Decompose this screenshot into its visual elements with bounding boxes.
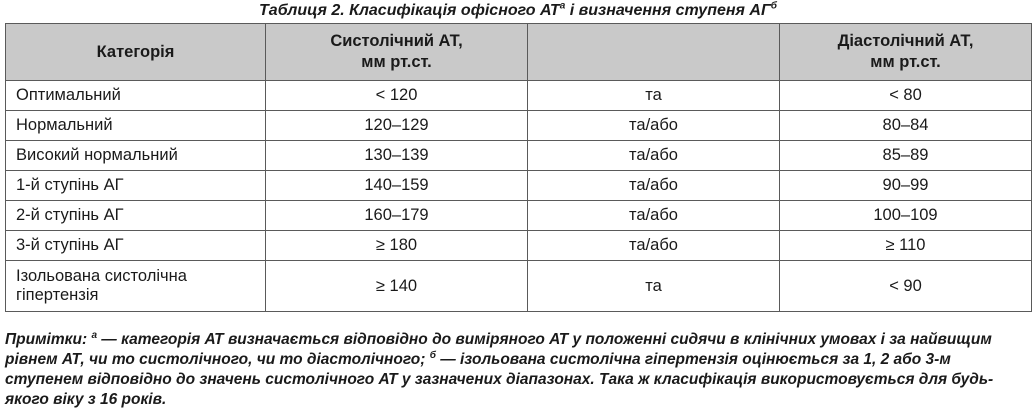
note-text-b: — ізольована систолічна гіпертензія оцінюється за 1, 2 або 3-м ступенем відповідно до значень систолічного АТ у зазначених діапазонах. Така ж класифікація використовується для будь-якого віку з 16 років.	[5, 351, 994, 408]
table-notes	[5, 330, 1025, 410]
table-title-text: Таблиця 2. Класифікація офісного АТ	[259, 2, 560, 19]
category-cell	[6, 261, 266, 312]
footnote-marker-a: а	[559, 0, 566, 12]
diastolic-cell: 100–109	[780, 201, 1032, 231]
header-systolic-text: Систолічний АТ, мм рт.ст.	[330, 32, 463, 71]
blood-pressure-classification-table	[5, 23, 1032, 312]
systolic-cell: < 120	[266, 81, 528, 111]
connector-cell: та/або	[528, 111, 780, 141]
category-cell: 1-й ступінь АГ	[6, 171, 266, 201]
connector-cell: та	[528, 261, 780, 312]
table-row	[6, 261, 1032, 312]
connector-cell: та/або	[528, 141, 780, 171]
category-cell: 2-й ступінь АГ	[6, 201, 266, 231]
category-cell: 3-й ступінь АГ	[6, 231, 266, 261]
diastolic-cell: 80–84	[780, 111, 1032, 141]
table-title-continuation: і визначення ступеня АГ	[565, 2, 771, 19]
connector-cell: та/або	[528, 231, 780, 261]
category-cell: Високий нормальний	[6, 141, 266, 171]
table-title	[0, 0, 1036, 22]
connector-cell: та/або	[528, 171, 780, 201]
table-header-row	[6, 24, 1032, 81]
table-row	[6, 171, 1032, 201]
systolic-cell: ≥ 180	[266, 231, 528, 261]
note-marker-a: а	[91, 329, 97, 341]
header-diastolic-text: Діастолічний АТ, мм рт.ст.	[837, 32, 974, 71]
notes-prefix: Примітки:	[5, 331, 92, 348]
table-row	[6, 81, 1032, 111]
connector-cell: та/або	[528, 201, 780, 231]
table-row	[6, 201, 1032, 231]
diastolic-cell: 85–89	[780, 141, 1032, 171]
diastolic-cell: < 90	[780, 261, 1032, 312]
systolic-cell: 160–179	[266, 201, 528, 231]
header-connector	[528, 24, 780, 81]
note-text-a: — категорія АТ визначається відповідно до виміряного АТ у положенні сидячи в клінічних умовах і за найвищим рівнем АТ, чи то систолічного, чи то діастолічного;	[5, 331, 992, 368]
diastolic-cell: ≥ 110	[780, 231, 1032, 261]
systolic-cell: 140–159	[266, 171, 528, 201]
systolic-cell: 130–139	[266, 141, 528, 171]
table-row	[6, 141, 1032, 171]
connector-cell: та	[528, 81, 780, 111]
category-cell: Нормальний	[6, 111, 266, 141]
diastolic-cell: < 80	[780, 81, 1032, 111]
systolic-cell: ≥ 140	[266, 261, 528, 312]
table-row	[6, 111, 1032, 141]
table-row	[6, 231, 1032, 261]
diastolic-cell: 90–99	[780, 171, 1032, 201]
footnote-marker-b: б	[770, 0, 777, 12]
header-category: Категорія	[6, 24, 266, 81]
systolic-cell: 120–129	[266, 111, 528, 141]
category-cell-text: Ізольована систолічна гіпертензія	[16, 267, 187, 304]
note-marker-b: б	[429, 349, 436, 361]
header-diastolic	[780, 24, 1032, 81]
header-systolic	[266, 24, 528, 81]
category-cell: Оптимальний	[6, 81, 266, 111]
